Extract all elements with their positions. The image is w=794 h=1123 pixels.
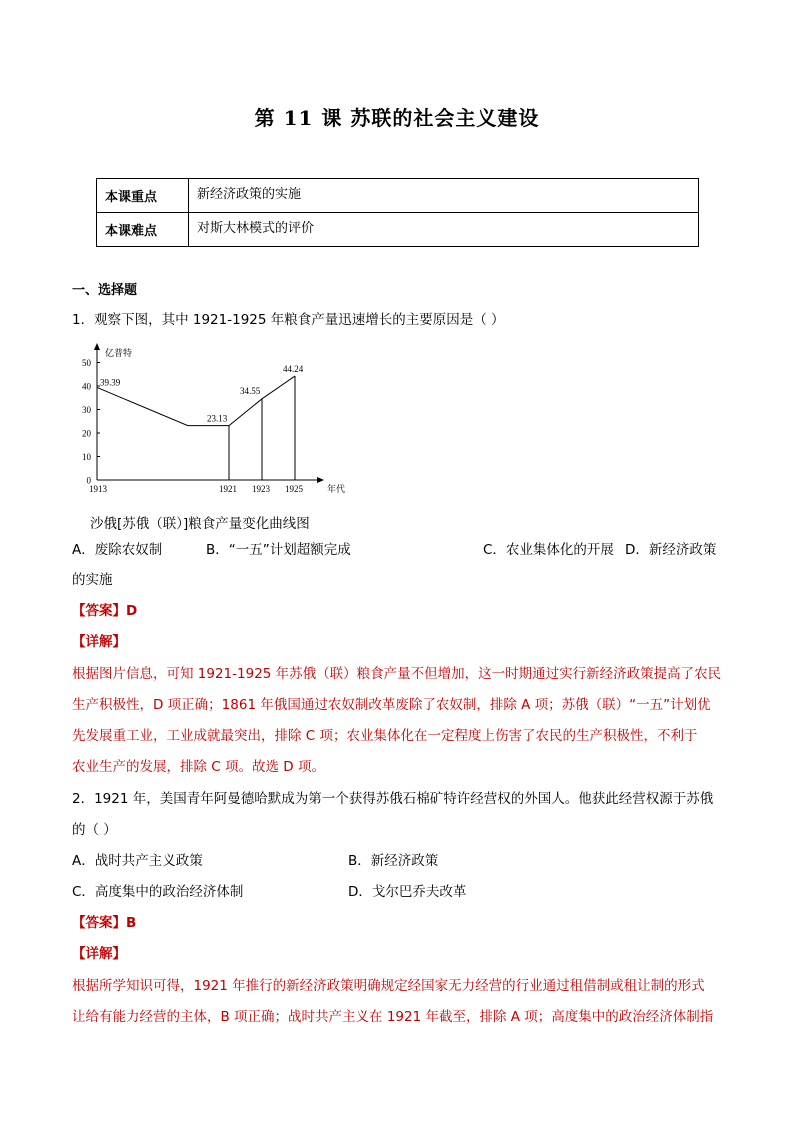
x-tick-label: 1913 bbox=[89, 484, 107, 494]
option-d[interactable]: D．新经济政策 bbox=[625, 542, 717, 558]
data-label: 34.55 bbox=[240, 385, 261, 396]
y-tick-label: 30 bbox=[82, 405, 91, 415]
y-axis-label: 亿普特 bbox=[105, 349, 133, 359]
question-1-stem: 1．观察下图，其中 1921-1925 年粮食产量迅速增长的主要原因是（ ） bbox=[72, 312, 505, 328]
answer-label: 【答案】B bbox=[72, 915, 137, 931]
table-row bbox=[97, 213, 699, 247]
option-a[interactable]: A．战时共产主义政策 bbox=[72, 853, 203, 869]
question-2-stem-cont: 的（ ） bbox=[72, 822, 117, 838]
option-c[interactable]: C．高度集中的政治经济体制 bbox=[72, 884, 244, 900]
x-tick-label: 1925 bbox=[285, 484, 303, 494]
page-title: 第 11 课 苏联的社会主义建设 bbox=[254, 106, 540, 130]
data-label: 39.39 bbox=[100, 377, 121, 388]
analysis-label: 【详解】 bbox=[72, 634, 126, 650]
option-b[interactable]: B．“一五”计划超额完成 bbox=[206, 542, 351, 558]
keypoint-value: 新经济政策的实施 bbox=[189, 179, 699, 213]
answer-label: 【答案】D bbox=[72, 603, 138, 619]
chart-caption: 沙俄[苏俄（联）]粮食产量变化曲线图 bbox=[90, 516, 310, 532]
y-axis-arrow bbox=[94, 343, 100, 350]
option-d[interactable]: D．戈尔巴乔夫改革 bbox=[348, 884, 467, 900]
option-d-continuation: 的实施 bbox=[72, 572, 113, 588]
x-tick-label: 1921 bbox=[219, 484, 237, 494]
grain-output-chart bbox=[72, 340, 352, 500]
option-c[interactable]: C．农业集体化的开展 bbox=[483, 542, 614, 558]
keypoint-label: 本课重点 bbox=[97, 179, 189, 213]
analysis-line: 根据图片信息，可知 1921-1925 年苏俄（联）粮食产量不但增加，这一时期通过实行新经济政策提高了农民 bbox=[72, 666, 722, 682]
keypoint-value: 对斯大林模式的评价 bbox=[189, 213, 699, 247]
line-chart bbox=[72, 340, 352, 500]
analysis-label: 【详解】 bbox=[72, 946, 126, 962]
analysis-line: 生产积极性，D 项正确；1861 年俄国通过农奴制改革废除了农奴制，排除 A 项；苏俄（联）“一五”计划优 bbox=[72, 697, 711, 713]
analysis-line: 让给有能力经营的主体，B 项正确；战时共产主义在 1921 年截至，排除 A 项；高度集中的政治经济体制指 bbox=[72, 1009, 714, 1025]
keypoint-label: 本课难点 bbox=[97, 213, 189, 247]
y-tick-label: 0 bbox=[86, 475, 91, 486]
table-row bbox=[97, 179, 699, 213]
analysis-line: 农业生产的发展，排除 C 项。故选 D 项。 bbox=[72, 759, 325, 775]
option-a[interactable]: A．废除农奴制 bbox=[72, 542, 163, 558]
y-tick-label: 40 bbox=[82, 381, 91, 392]
y-tick-label: 10 bbox=[82, 452, 91, 462]
data-label: 23.13 bbox=[207, 413, 228, 424]
analysis-line: 先发展重工业，工业成就最突出，排除 C 项；农业集体化在一定程度上伤害了农民的生产积极性，不利于 bbox=[72, 728, 698, 744]
analysis-line: 根据所学知识可得，1921 年推行的新经济政策明确规定经国家无力经营的行业通过租借制或租让制的形式 bbox=[72, 978, 705, 994]
question-2-stem: 2．1921 年，美国青年阿曼德哈默成为第一个获得苏俄石棉矿特许经营权的外国人。他获此经营权源于苏俄 bbox=[72, 791, 714, 807]
option-b[interactable]: B．新经济政策 bbox=[348, 853, 439, 869]
data-label: 44.24 bbox=[283, 364, 304, 375]
y-tick-label: 20 bbox=[82, 428, 91, 439]
series-line bbox=[97, 376, 295, 426]
x-axis-label: 年代 bbox=[327, 485, 346, 495]
keypoints-table bbox=[96, 178, 699, 247]
section-heading: 一、选择题 bbox=[72, 283, 138, 298]
x-tick-label: 1923 bbox=[252, 484, 270, 494]
x-axis-arrow bbox=[317, 477, 324, 483]
y-tick-label: 50 bbox=[82, 358, 91, 368]
